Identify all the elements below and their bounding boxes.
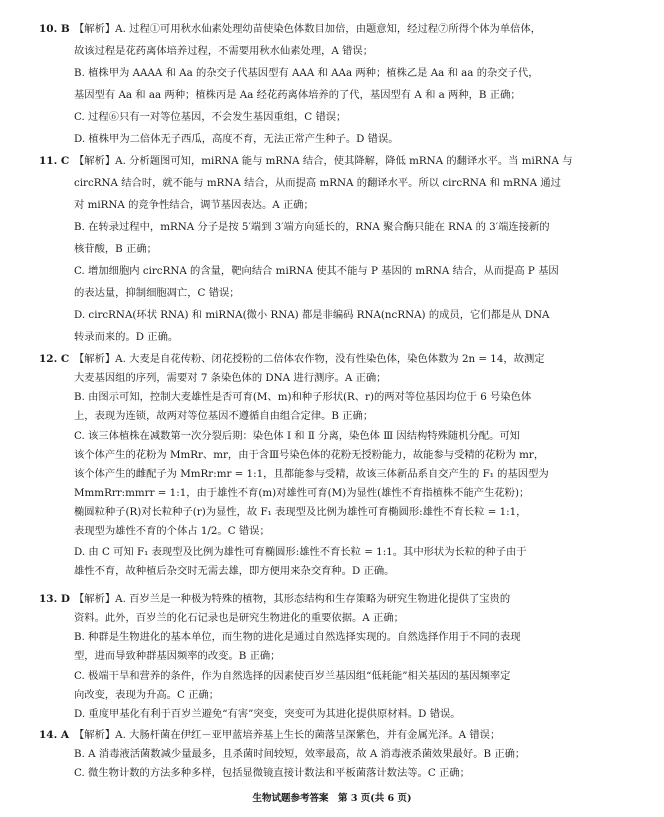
answer-line: B. 植株甲为 AAAA 和 Aa 的杂交子代基因型有 AAA 和 AAa 两种；植株乙是 Aa 和 aa 的杂交子代， [74, 67, 539, 79]
answer-line: D. 重度甲基化有利于百岁兰避免“有害”突变，突变可为其进化提供原材料。D 错误。 [74, 708, 461, 720]
answer-line: D. 由 C 可知 F₁ 表现型及比例为雄性可育椭圆形:雄性不育长粒 = 1:1。其中形状为长粒的种子由于 [74, 546, 527, 558]
answer-line: 核苷酸，B 正确； [74, 243, 157, 255]
question-number: 14. A [39, 729, 70, 741]
answer-line: B. 在转录过程中，mRNA 分子是按 5′端到 3′端方向延长的，RNA 聚合酶只能在 RNA 的 3′端连接新的 [74, 221, 550, 233]
answer-line: 故该过程是花药离体培养过程，不需要用秋水仙素处理，A 错误； [74, 45, 374, 57]
answer-line: MmmRrr:mmrr = 1:1，由于雄性不育(m)对雄性可育(M)为显性(雄性不育指植株不能产生花粉)； [74, 487, 530, 499]
answer-line: D. circRNA(环状 RNA) 和 miRNA(微小 RNA) 都是非编码 RNA(ncRNA) 的成员，它们都是从 DNA [74, 309, 550, 321]
answer-line: 表现型为雄性不育的个体占 1/2。C 错误； [74, 525, 270, 537]
answer-line: C. 增加细胞内 circRNA 的含量，靶向结合 miRNA 使其不能与 P 基因的 mRNA 结合，从而提高 P 基因 [74, 265, 559, 277]
answer-line: 上，表现为连锁，故两对等位基因不遵循自由组合定律。B 正确； [74, 410, 374, 422]
answer-line: 对 miRNA 的竞争性结合，调节基因表达。A 正确； [74, 199, 314, 211]
page-footer: 生物试题参考答案 第 3 页(共 6 页) [252, 793, 412, 804]
answer-line: 【解析】A. 分析题图可知，miRNA 能与 mRNA 结合，使其降解，降低 mRNA 的翻译水平。当 miRNA 与 [74, 155, 573, 167]
answer-line: 的表达量，抑制细胞凋亡，C 错误； [74, 287, 240, 299]
question-number: 13. D [39, 593, 71, 605]
answer-line: 【解析】A. 大麦是自花传粉、闭花授粉的二倍体农作物，没有性染色体，染色体数为 2n = 14，故测定 [74, 353, 545, 365]
question-number: 12. C [39, 353, 70, 365]
answer-line: 向改变，表现为升高。C 正确； [74, 689, 220, 701]
answer-line: 椭圆粒种子(R)对长粒种子(r)为显性，故 F₁ 表现型及比例为雄性可育椭圆形:雄性不育长粒 = 1:1， [74, 506, 527, 518]
answer-line: C. 极端干旱和营养的条件，作为自然选择的因素使百岁兰基因组“低耗能”相关基因的基因频率定 [74, 670, 511, 682]
answer-line: 【解析】A. 百岁兰是一种极为特殊的植物，其形态结构和生存策略为研究生物进化提供了宝贵的 [74, 593, 511, 605]
answer-line: 型，进而导致种群基因频率的改变。B 正确； [74, 650, 281, 662]
answer-line: 【解析】A. 大肠杆菌在伊红－亚甲蓝培养基上生长的菌落呈深紫色，并有金属光泽。A 错误； [74, 729, 501, 741]
answer-line: 基因型有 Aa 和 aa 两种；植株丙是 Aa 经花药离体培养的了代，基因型有 A 和 a 两种，B 正确； [74, 89, 521, 101]
answer-line: circRNA 结合时，就不能与 mRNA 结合，从而提高 mRNA 的翻译水平。所以 circRNA 和 mRNA 通过 [74, 177, 561, 189]
answer-line: 大麦基因组的序列，需要对 7 条染色体的 DNA 进行测序。A 正确； [74, 372, 387, 384]
question-number: 11. C [39, 155, 70, 167]
answer-line: B. 由图示可知，控制大麦雄性是否可育(M、m)和种子形状(R、r)的两对等位基因均位于 6 号染色体 [74, 391, 532, 403]
answer-line: 该个体产生的雌配子为 MmRr:mr = 1:1，且都能参与受精，故该三体新品系自交产生的 F₁ 的基因型为 [74, 468, 549, 480]
answer-line: B. 种群是生物进化的基本单位，而生物的进化是通过自然选择实现的。自然选择作用于不同的表现 [74, 631, 521, 643]
answer-line: C. 该三体植株在减数第一次分裂后期：染色体 Ⅰ 和 Ⅱ 分离，染色体 Ⅲ 因结构特殊随机分配。可知 [74, 430, 520, 442]
answer-line: D. 植株甲为二倍体无子西瓜，高度不育，无法正常产生种子。D 错误。 [74, 133, 399, 145]
answer-line: 该个体产生的花粉为 MmRr、mr，由于含Ⅲ号染色体的花粉无授粉能力，故能参与受精的花粉为 mr， [74, 449, 545, 461]
answer-line: C. 微生物计数的方法多种多样，包括显微镜直接计数法和平板菌落计数法等。C 正确； [74, 767, 470, 779]
answer-line: B. A 消毒液活菌数减少量最多，且杀菌时间较短，效率最高，故 A 消毒液杀菌效果最好。B 正确； [74, 748, 526, 760]
answer-line: 转录而来的。D 正确。 [74, 331, 179, 343]
answer-line: 资料。此外，百岁兰的化石记录也是研究生物进化的重要依据。A 正确； [74, 612, 404, 624]
question-number: 10. B [39, 23, 70, 35]
answer-line: 雄性不育，故种植后杂交时无需去雄，即方便用来杂交育种。D 正确。 [74, 565, 395, 577]
answer-line: 【解析】A. 过程①可用秋水仙素处理幼苗使染色体数目加倍，由题意知，经过程⑦所得个体为单倍体， [74, 23, 542, 35]
answer-line: C. 过程⑥只有一对等位基因，不会发生基因重组，C 错误； [74, 111, 347, 123]
